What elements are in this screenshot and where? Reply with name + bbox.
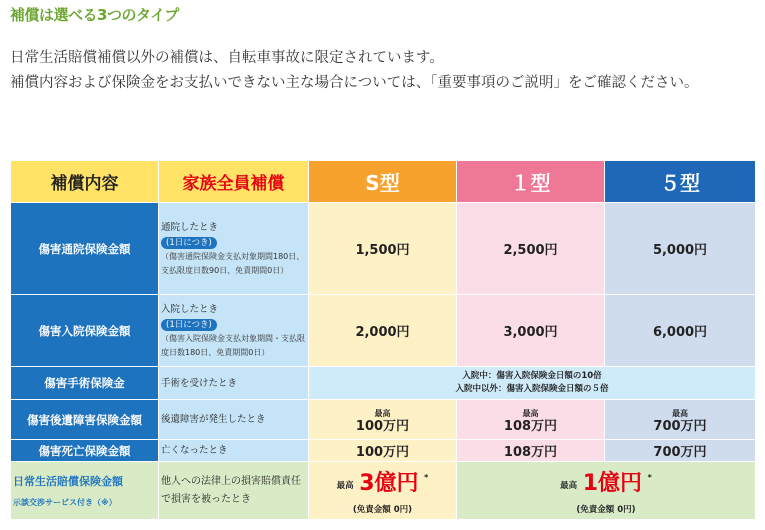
value-s-kouishou — [309, 400, 457, 440]
value-s-shibou: 100万円 — [309, 440, 457, 462]
value-s-nyuin: 2,000円 — [309, 295, 457, 367]
row-condition-kouishou: 後遺障害が発生したとき — [159, 400, 309, 440]
value-5-kouishou — [605, 400, 756, 440]
row-name-kouishou: 傷害後遺障害保険金額 — [11, 400, 159, 440]
surgery-benefit-value — [309, 367, 756, 400]
coverage-table — [10, 160, 756, 520]
value-5-nyuin: 6,000円 — [605, 295, 756, 367]
deductible: (免責金額 0円) — [576, 505, 636, 515]
max-label: 最高 — [336, 481, 354, 491]
value-s-baishou — [309, 462, 457, 520]
per-day-badge: (1日につき) — [161, 319, 217, 331]
row-name-shujutsu: 傷害手術保険金 — [11, 367, 159, 400]
value-5-shibou: 700万円 — [605, 440, 756, 462]
amount: 100万円 — [355, 418, 410, 434]
amount: 1億円 — [582, 471, 643, 496]
row-name-baishou — [11, 462, 159, 520]
settlement-service-note: 示談交渉サービス付き（※） — [13, 498, 117, 507]
max-label: 最高 — [374, 408, 391, 418]
condition-title: 通院したとき — [161, 221, 219, 233]
per-day-badge: (1日につき) — [161, 237, 217, 249]
max-label: 最高 — [560, 481, 578, 491]
value-1-shibou: 108万円 — [457, 440, 605, 462]
asterisk: * — [424, 473, 429, 482]
row-name-tsuin: 傷害通院保険金額 — [11, 203, 159, 295]
deductible: (免責金額 0円) — [352, 505, 413, 515]
surgery-inpatient: 入院中：傷害入院保険金日額の10倍 — [462, 371, 602, 381]
table-row — [11, 367, 756, 400]
row-name-baishou-main: 日常生活賠償保険金額 — [13, 475, 123, 488]
table-row — [11, 440, 756, 462]
condition-note: （傷害入院保険金支払対象期間・支払限度日数180日、免責期間0日） — [161, 333, 305, 357]
table-row — [11, 400, 756, 440]
table-row — [11, 203, 756, 295]
asterisk: * — [647, 473, 652, 482]
max-label: 最高 — [672, 408, 688, 418]
header-type-s: S型 — [309, 161, 457, 203]
value-1-tsuin: 2,500円 — [457, 203, 605, 295]
surgery-outpatient: 入院中以外：傷害入院保険金日額の５倍 — [455, 384, 609, 394]
row-condition-shujutsu: 手術を受けたとき — [159, 367, 309, 400]
header-type-1: １型 — [457, 161, 605, 203]
value-s-tsuin: 1,500円 — [309, 203, 457, 295]
amount: 3億円 — [359, 471, 419, 496]
header-coverage: 補償内容 — [11, 161, 159, 203]
value-1-kouishou — [457, 400, 605, 440]
intro-line-2: 補償内容および保険金をお支払いできない主な場合については、「重要事項のご説明」をご確認ください。 — [10, 75, 699, 91]
row-condition-nyuin — [159, 295, 309, 367]
section-heading: 補償は選べる3つのタイプ — [10, 6, 179, 24]
table-row — [11, 295, 756, 367]
amount: 108万円 — [503, 418, 558, 434]
max-label: 最高 — [522, 408, 539, 418]
table-header-row — [11, 161, 756, 203]
row-condition-tsuin — [159, 203, 309, 295]
header-type-5: ５型 — [605, 161, 756, 203]
condition-note: （傷害通院保険金支払対象期間180日、支払限度日数90日、免責期間0日） — [161, 251, 305, 275]
value-1-nyuin: 3,000円 — [457, 295, 605, 367]
row-condition-baishou: 他人への法律上の損害賠償責任で損害を被ったとき — [159, 462, 309, 520]
amount: 700万円 — [653, 418, 707, 434]
header-family: 家族全員補償 — [159, 161, 309, 203]
value-1-5-baishou — [457, 462, 756, 520]
row-name-shibou: 傷害死亡保険金額 — [11, 440, 159, 462]
intro-text — [10, 46, 755, 96]
table-row — [11, 462, 756, 520]
row-condition-shibou: 亡くなったとき — [159, 440, 309, 462]
condition-title: 入院したとき — [161, 303, 219, 315]
value-5-tsuin: 5,000円 — [605, 203, 756, 295]
intro-line-1: 日常生活賠償補償以外の補償は、自転車事故に限定されています。 — [10, 50, 444, 66]
row-name-nyuin: 傷害入院保険金額 — [11, 295, 159, 367]
